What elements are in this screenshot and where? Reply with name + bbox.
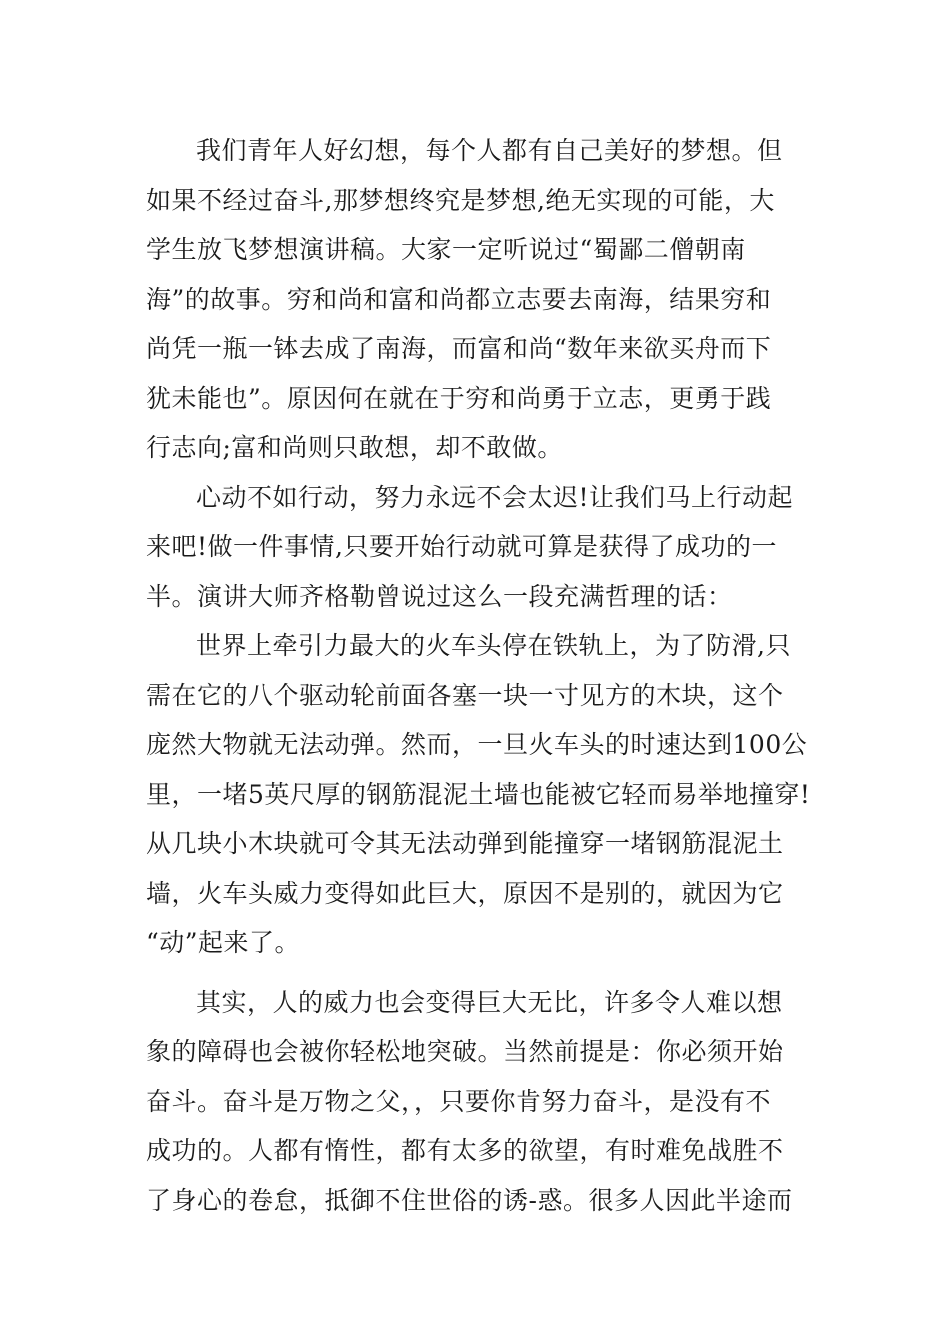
- paragraph-3-line-4: 里，一堵5英尺厚的钢筋混泥土墙也能被它轻而易举地撞穿!: [146, 779, 811, 809]
- paragraph-2-line-3: 半。演讲大师齐格勒曾说过这么一段充满哲理的话：: [146, 581, 733, 611]
- paragraph-3-line-2: 需在它的八个驱动轮前面各塞一块一寸见方的木块，这个: [146, 680, 784, 710]
- paragraph-2-line-1: 心动不如行动，努力永远不会太迟!让我们马上行动起: [196, 482, 794, 512]
- paragraph-3-line-7: “动”起来了。: [146, 928, 301, 957]
- paragraph-1-line-5: 尚凭一瓶一钵去成了南海，而富和尚“数年来欲买舟而下: [146, 334, 772, 363]
- paragraph-4-line-1: 其实，人的威力也会变得巨大无比，许多令人难以想: [196, 987, 783, 1017]
- paragraph-4-line-5: 了身心的卷怠，抵御不住世俗的诱-惑。很多人因此半途而: [146, 1185, 793, 1215]
- paragraph-3-line-1: 世界上牵引力最大的火车头停在铁轨上，为了防滑,只: [196, 631, 791, 660]
- paragraph-1-line-6: 犹未能也”。原因何在就在于穷和尚勇于立志，更勇于践: [146, 383, 772, 413]
- paragraph-3-line-6: 墙，火车头威力变得如此巨大，原因不是别的，就因为它: [146, 878, 784, 908]
- paragraph-2-line-2: 来吧!做一件事情,只要开始行动就可算是获得了成功的一: [146, 532, 777, 561]
- document-body: [146, 126, 811, 1225]
- paragraph-4-line-2: 象的障碍也会被你轻松地突破。当然前提是：你必须开始: [146, 1037, 784, 1066]
- paragraph-1-line-4: 海”的故事。穷和尚和富和尚都立志要去南海，结果穷和: [146, 284, 772, 314]
- paragraph-1-line-1: 我们青年人好幻想，每个人都有自己美好的梦想。但: [196, 136, 783, 165]
- paragraph-1-line-7: 行志向;富和尚则只敢想，却不敢做。: [146, 433, 563, 462]
- paragraph-3-line-5: 从几块小木块就可令其无法动弹到能撞穿一堵钢筋混泥土: [146, 829, 784, 858]
- paragraph-4-line-3: 奋斗。奋斗是万物之父，，只要你肯努力奋斗，是没有不: [146, 1086, 772, 1116]
- paragraph-4-line-4: 成功的。人都有惰性，都有太多的欲望，有时难免战胜不: [146, 1136, 784, 1165]
- paragraph-1-line-2: 如果不经过奋斗,那梦想终究是梦想,绝无实现的可能，大: [146, 185, 775, 215]
- paragraph-3-line-3: 庞然大物就无法动弹。然而，一旦火车头的时速达到100公: [146, 730, 808, 759]
- paragraph-1-line-3: 学生放飞梦想演讲稿。大家一定听说过“蜀鄙二僧朝南: [146, 235, 746, 264]
